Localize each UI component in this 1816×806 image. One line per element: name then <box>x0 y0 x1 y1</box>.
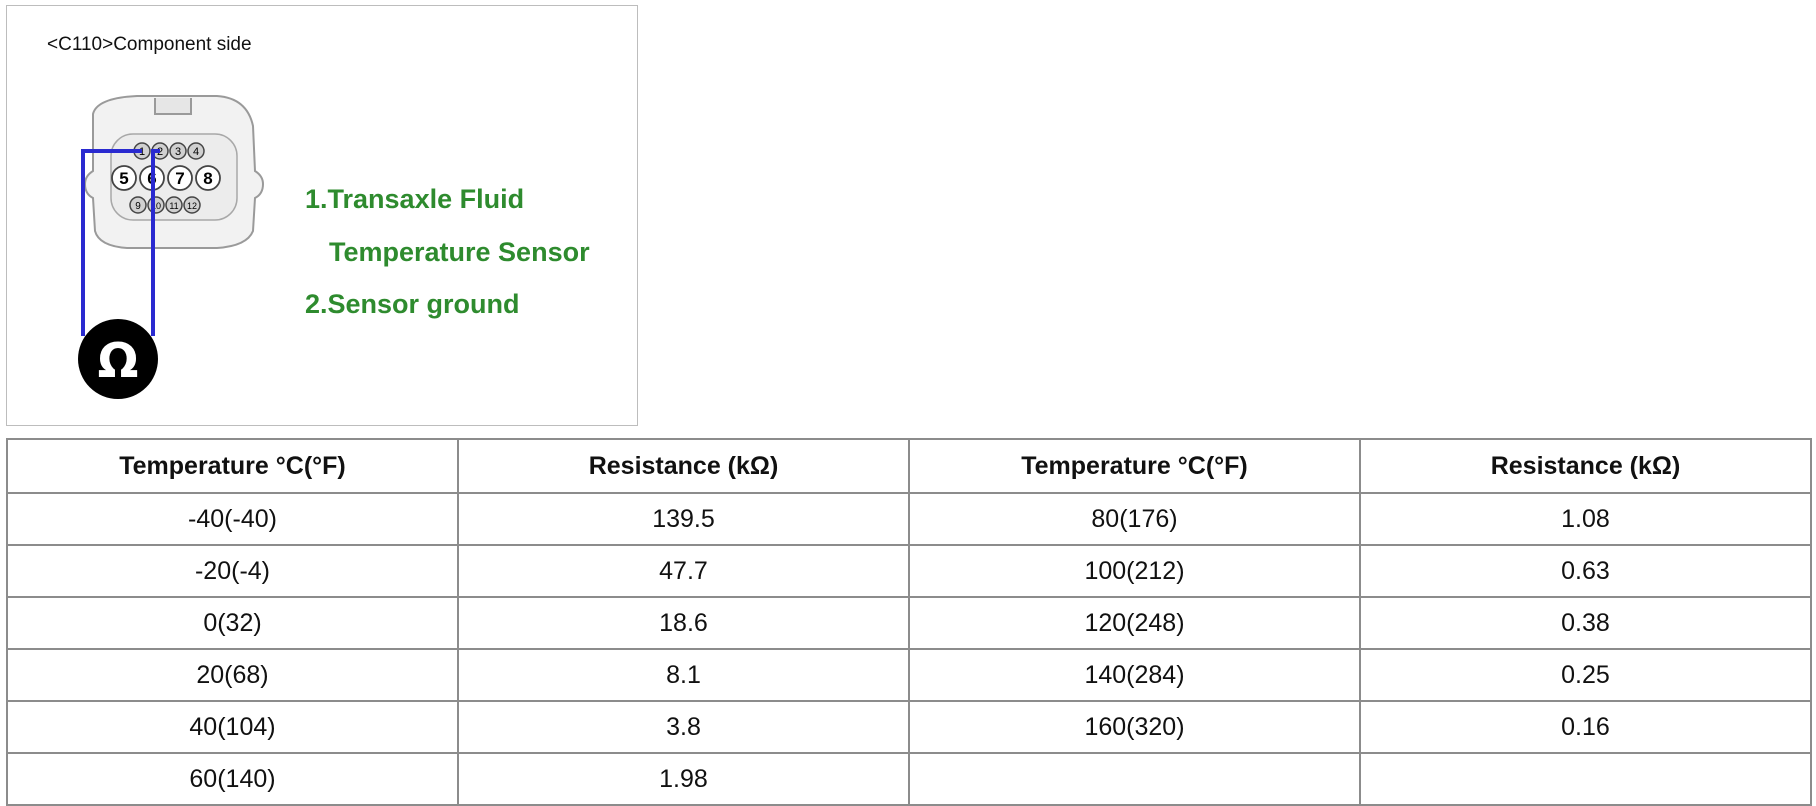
header-temperature-2: Temperature °C(°F) <box>909 439 1360 493</box>
pin-label-5: 5 <box>119 169 129 188</box>
table-cell: 60(140) <box>7 753 458 805</box>
pin-label-11: 11 <box>169 201 179 211</box>
table-cell: 18.6 <box>458 597 909 649</box>
table-row <box>7 753 1811 805</box>
pin-label-9: 9 <box>135 201 141 212</box>
table-cell: 0.25 <box>1360 649 1811 701</box>
resistance-table <box>6 438 1812 806</box>
table-cell: 8.1 <box>458 649 909 701</box>
legend-pin-1-line2: Temperature Sensor <box>329 237 590 267</box>
pin-label-6: 6 <box>147 169 157 188</box>
table-row <box>7 545 1811 597</box>
table-cell: -20(-4) <box>7 545 458 597</box>
pin-label-3: 3 <box>174 146 182 158</box>
table-cell: 80(176) <box>909 493 1360 545</box>
connector-diagram <box>6 5 638 426</box>
table-cell: 47.7 <box>458 545 909 597</box>
table-cell: 0(32) <box>7 597 458 649</box>
legend-pin-2: 2.Sensor ground <box>305 289 520 319</box>
connector-latch <box>155 98 191 114</box>
table-cell <box>909 753 1360 805</box>
table-cell: 0.63 <box>1360 545 1811 597</box>
pin-label-2: 2 <box>156 146 164 158</box>
legend-pin-1-line1: 1.Transaxle Fluid <box>305 184 525 214</box>
header-temperature-1: Temperature °C(°F) <box>7 439 458 493</box>
header-resistance-1: Resistance (kΩ) <box>458 439 909 493</box>
table-row <box>7 597 1811 649</box>
table-cell: 1.98 <box>458 753 909 805</box>
table-cell: 139.5 <box>458 493 909 545</box>
pin-label-8: 8 <box>203 169 213 188</box>
pin-label-7: 7 <box>175 169 185 188</box>
table-cell: -40(-40) <box>7 493 458 545</box>
table-header-row <box>7 439 1811 493</box>
table-cell: 120(248) <box>909 597 1360 649</box>
table-row <box>7 701 1811 753</box>
ohm-symbol: Ω <box>97 333 139 389</box>
table-cell: 1.08 <box>1360 493 1811 545</box>
connector-caption: <C110>Component side <box>47 34 252 55</box>
table-cell: 20(68) <box>7 649 458 701</box>
pin-label-12: 12 <box>186 201 198 211</box>
pin-label-4: 4 <box>192 146 200 158</box>
table-row <box>7 649 1811 701</box>
table-row <box>7 493 1811 545</box>
header-resistance-2: Resistance (kΩ) <box>1360 439 1811 493</box>
table-cell: 0.16 <box>1360 701 1811 753</box>
pin-label-1: 1 <box>138 146 146 158</box>
table-cell <box>1360 753 1811 805</box>
table-cell: 3.8 <box>458 701 909 753</box>
table-cell: 160(320) <box>909 701 1360 753</box>
pin-label-10: 10 <box>150 201 162 211</box>
table-cell: 40(104) <box>7 701 458 753</box>
table-cell: 0.38 <box>1360 597 1811 649</box>
table-cell: 140(284) <box>909 649 1360 701</box>
table-cell: 100(212) <box>909 545 1360 597</box>
connector-drawing <box>7 6 639 427</box>
